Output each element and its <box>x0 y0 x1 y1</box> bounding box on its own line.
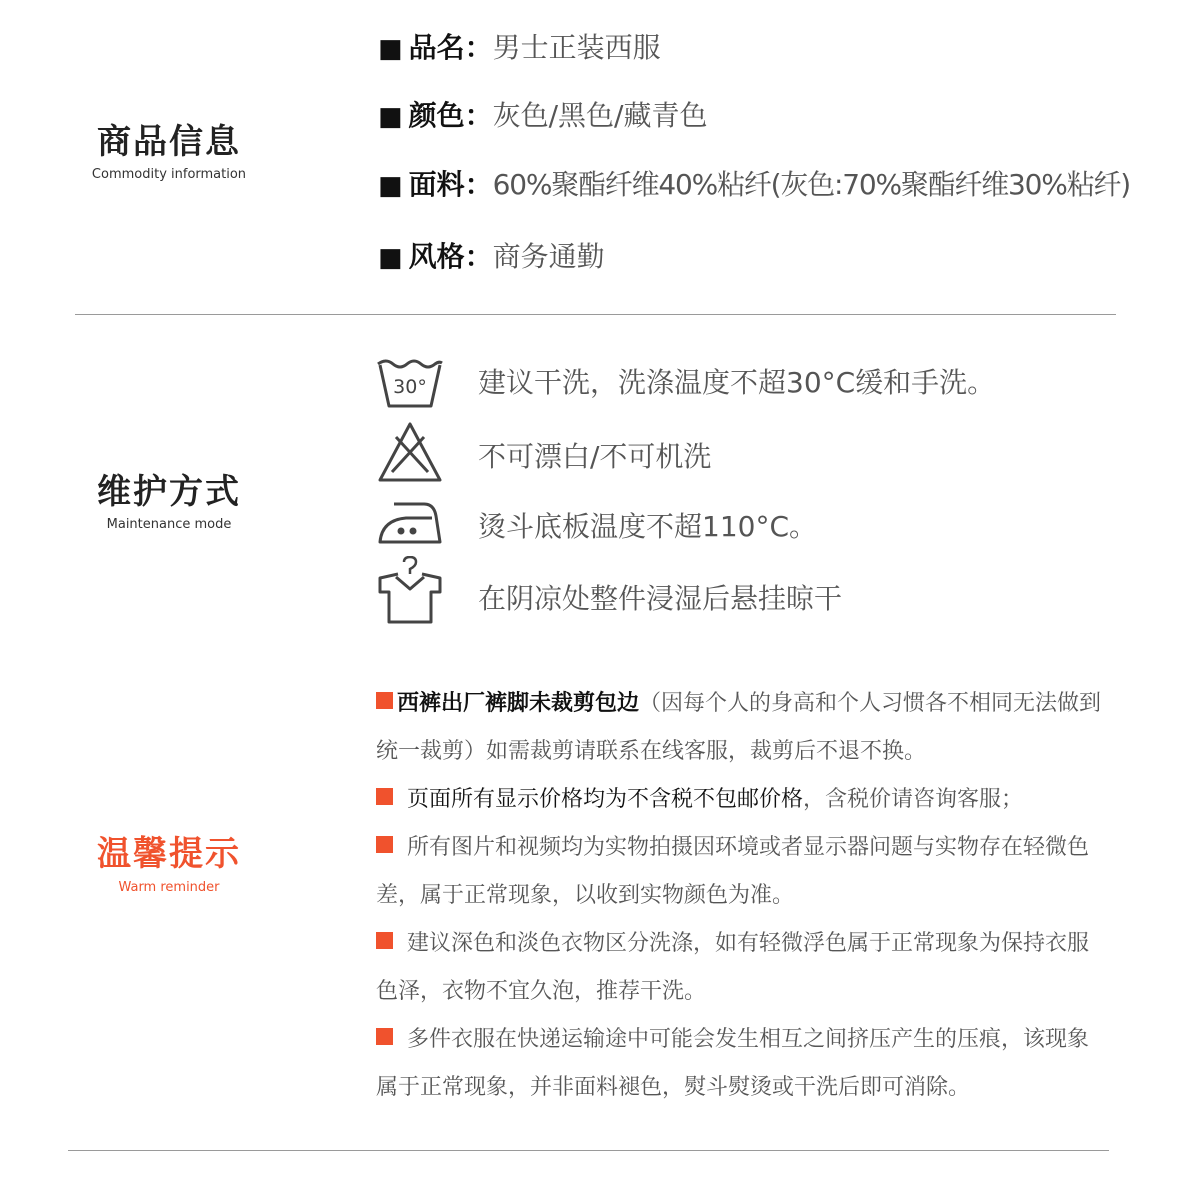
info-label: 面料： <box>408 168 493 201</box>
info-value: 60%聚酯纤维40%粘纤(灰色:70%聚酯纤维30%粘纤) <box>492 168 1131 201</box>
tip-bold: 西裤出厂裤脚未裁剪包边 <box>397 691 640 716</box>
tip-text: 多件衣服在快递运输途中可能会发生相互之间挤压产生的压痕，该现象属于正常现象，并非面料褪色，熨斗熨烫或干洗后即可消除。 <box>376 1027 1090 1100</box>
care-text-bleach: 不可漂白/不可机洗 <box>478 440 712 473</box>
info-row-name <box>378 31 661 66</box>
divider <box>75 314 1116 315</box>
tip-text: 建议深色和淡色衣物区分洗涤，如有轻微浮色属于正常现象为保持衣服色泽，衣物不宜久泡，推荐干洗。 <box>376 931 1090 1004</box>
tip-trousers <box>376 680 1106 776</box>
tip-washing <box>376 920 1106 1016</box>
bullet-square <box>376 1028 393 1045</box>
info-row-color <box>378 99 707 134</box>
info-value: 男士正装西服 <box>492 31 661 64</box>
care-text-iron: 烫斗底板温度不超110°C。 <box>478 510 817 543</box>
tip-text: ，含税价请咨询客服； <box>803 787 1024 812</box>
reminder-title: 温馨提示 <box>97 834 241 874</box>
bullet-square: ■ <box>378 243 403 273</box>
info-row-fabric <box>378 168 1130 203</box>
divider <box>68 1150 1109 1151</box>
care-text-dry: 在阴凉处整件浸湿后悬挂晾干 <box>478 582 843 615</box>
tip-photos <box>376 824 1106 920</box>
tip-price <box>376 776 1106 824</box>
bullet-square: ■ <box>378 34 403 64</box>
bullet-square: ■ <box>378 102 403 132</box>
info-label: 风格： <box>408 240 493 273</box>
tip-bold: 页面所有显示价格均为不含税不包邮价格 <box>407 787 804 812</box>
info-label: 品名： <box>408 31 493 64</box>
tip-text: （因每个人的身高和个人习惯各不相同无法做到统一裁剪）如需裁剪请联系在线客服，裁剪后不退不换。 <box>376 691 1102 764</box>
info-value: 灰色/黑色/藏青色 <box>492 99 708 132</box>
commodity-subtitle: Commodity information <box>91 167 247 182</box>
care-text-wash: 建议干洗，洗涤温度不超30°C缓和手洗。 <box>478 366 996 399</box>
bullet-square <box>376 788 393 805</box>
commodity-title: 商品信息 <box>97 122 241 162</box>
info-label: 颜色： <box>408 99 493 132</box>
tip-text: 所有图片和视频均为实物拍摄因环境或者显示器问题与实物存在轻微色差，属于正常现象，以收到实物颜色为准。 <box>376 835 1090 908</box>
hang-dry-icon <box>376 556 444 624</box>
tip-shipping <box>376 1016 1106 1112</box>
bullet-square <box>376 692 393 709</box>
bullet-square <box>376 836 393 853</box>
maintenance-title: 维护方式 <box>97 472 241 512</box>
reminder-subtitle: Warm reminder <box>118 880 220 895</box>
iron-icon <box>376 492 444 560</box>
bullet-square <box>376 932 393 949</box>
info-row-style <box>378 240 605 275</box>
wash-temp-label: 30° <box>393 376 427 398</box>
maintenance-subtitle: Maintenance mode <box>106 517 232 532</box>
info-value: 商务通勤 <box>492 240 605 273</box>
wash-30-icon <box>376 352 444 420</box>
no-bleach-icon <box>376 420 444 488</box>
bullet-square: ■ <box>378 171 403 201</box>
